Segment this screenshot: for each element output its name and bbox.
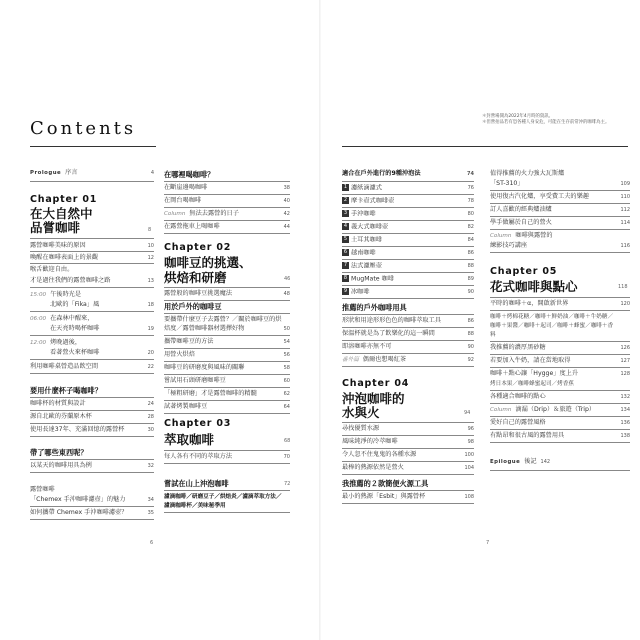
- divider: [30, 506, 154, 507]
- divider: [164, 181, 290, 182]
- divider: [342, 233, 474, 234]
- divider: [164, 512, 290, 513]
- chapter-2-label: Chapter 02: [164, 242, 232, 253]
- divider: [30, 181, 154, 182]
- chapter-1-label: Chapter 01: [30, 194, 98, 205]
- chapter-5-page: 118: [618, 284, 628, 290]
- divider: [342, 422, 474, 423]
- divider: [490, 367, 630, 368]
- divider: [164, 348, 290, 349]
- divider: [30, 263, 154, 264]
- divider: [342, 503, 474, 504]
- epilogue-label: Epilogue: [490, 459, 521, 465]
- divider: [342, 207, 474, 208]
- section-heading-outdoor-gear: 推薦的戶外咖啡用具: [342, 303, 407, 312]
- method-list-line: 濾滴咖啡／研磨豆子／烘焙炎／濾滴萃取方法／: [164, 494, 282, 500]
- divider: [490, 297, 630, 298]
- divider: [490, 341, 630, 342]
- chapter-3-title: 萃取咖啡: [164, 432, 215, 447]
- left-page: Contents Prologue 序言 4 Chapter 01 在大自然中 品嘗咖啡 8 露營咖啡美味的原因 10 喚醒在咖啡表面上的景觀 12 喉舌歡迎自由。 才是過往我們的露營咖啡之路 13 15:00 午後時光是 北歐的「Fika」風 18 06:00 在森林中醒來， 在天亮時喝杯咖啡 19 12:00 烤晚過後， 看著營火來杯咖啡 20 利用咖啡桌營造品飲空間 22 要用什麼杯子喝咖啡？ 咖啡杯的材質與設計 24 源自北歐的芬蘭原木杯 28 使用長達37年、充滿回憶的露營杯 30 帶了哪些東西呢？ 以某天的咖啡用具為例 32 露營咖啡 「Chemex 手沖咖啡濾壺」的魅力 34 如何攜帶 Chemex 手沖咖啡濾壺？ 35 在哪裡喝咖啡？ 在斷崖邊喝咖啡 38 在岡台喝咖啡 40 Column 無法去露營的日子 42 在露營拖車上喝咖啡 44 Chapter 02 咖啡豆的挑選、 烘焙和研磨 46 露營般的咖啡豆挑選魔法 48 用於戶外的咖啡豆 要攜帶什麼豆子去露營？／關於咖啡豆的烘 焙度／露營咖啡器材選擇好物 50 攜帶咖啡豆的方法 54 用營火烘焙 56 咖啡豆的研磨度與風味的關聯 58 嘗試用石頭研磨咖啡豆 60 「極粗研磨」才是露營咖啡的精髓 62 試著烤製咖啡豆 64 Chapter 03 萃取咖啡 68 每人各有不同的萃取方法 70 嘗試在山上沖泡咖啡 72 濾滴咖啡／研磨豆子／烘焙炎／濾滴萃取方法／ 濾滴咖啡杯／美味秘季用 6: [30, 118, 291, 546]
- divider: [164, 450, 290, 451]
- divider: [164, 400, 290, 401]
- chapter-2-page: 46: [284, 276, 291, 282]
- divider: [342, 272, 474, 273]
- chapter-5-title: 花式咖啡與點心: [490, 279, 578, 294]
- divider: [30, 335, 154, 336]
- divider: [490, 310, 630, 311]
- prologue-text: 序言: [65, 169, 78, 176]
- divider: [490, 390, 630, 391]
- chapter-1-title-line1: 在大自然中: [30, 206, 93, 221]
- divider: [30, 238, 154, 239]
- divider: [342, 448, 474, 449]
- divider: [490, 252, 630, 253]
- divider: [164, 413, 290, 414]
- divider: [30, 287, 154, 288]
- epilogue-text: 後記: [524, 458, 537, 465]
- book-gutter: [319, 0, 321, 640]
- divider: [30, 459, 154, 460]
- divider: [30, 436, 154, 437]
- divider: [164, 220, 290, 221]
- divider: [490, 190, 630, 191]
- page-number: 142: [540, 459, 551, 465]
- divider: [490, 229, 630, 230]
- contents-title: Contents: [30, 118, 137, 139]
- divider: [490, 403, 630, 404]
- chapter-3-page: 68: [284, 438, 291, 444]
- chapter-4-title-line1: 沖泡咖啡的: [342, 391, 405, 406]
- section-heading-gear: 帶了哪些東西呢？: [30, 448, 88, 457]
- chapter-1-page: 8: [148, 227, 152, 233]
- divider: [342, 298, 474, 299]
- divider: [164, 207, 290, 208]
- divider: [342, 366, 474, 367]
- chapter-1-title-line2: 品嘗咖啡: [30, 220, 81, 235]
- right-page: ＊封營場開為2022年4月時的資訊。 ＊但營拍品若有恐各種人身安危，可能在生存前常沖的咖啡為主。 適合在戶外進行的9種沖泡法 74 1 濾紙滴濾式 76 2 摩卡壺式咖啡壺 78 3 手沖咖啡 80 4 義大式咖啡壺 82 5 土耳其咖啡 84 6 越南咖啡 86 7 法式濾壓壺 88 8 MugMate 咖啡 89 9 冰咖啡 90 推薦的戶外咖啡用具 形狀和用途形形色色的咖啡萃取工具 86 保溫杯就是為了飲樂化的這一瞬間 88 即溶咖啡亦無不可 90 番外篇 偶爾也想喝紅茶 92 Chapter 04 沖泡咖啡的 水與火 94 尋找優質水源 96 風味純淨的冷萃咖啡 98 令人忽不住鬼鬼的各種水源 100 最棒的熱源依然是營火 104 我推薦的２款簡便火源工具 最小的熱源「Esbit」與露營杯 108 值得推薦的火力強大瓦斯爐 「ST-310」 109 使用復古汽化爐，享受費工夫的樂趣 110 訂人喜歡的經典爐油爐 112 學手做屬於自己的營火 114 Column 咖啡與露營的 練影技巧講座 116 Chapter 05 花式咖啡與點心 118 平時的咖啡＋α，開啟新世界 120 咖啡＋烤棉花糖／咖啡＋鮮奶油／咖啡＋牛奶糖／ 咖啡＋果醬／咖啡＋起司／咖啡＋蜂蜜／咖啡＋香 料 我推薦的濃厚黑砂糖 126 若要加入牛奶，請在當地取得 127 咖啡＋點心讓「Hygge」度上升 128 烤日本果／咖啡蜂蜜起司／烤香蕉 各種適合咖啡的點心 132 Column 滴漏（Drip）＆旅遊（Trip） 134 愛好自己的露營風格 136 有點昂和很古風的露營用具 138 Epilogue 後記 142 7: [342, 114, 630, 546]
- chapter-5-label: Chapter 05: [490, 266, 558, 277]
- page-number: 4: [150, 170, 154, 176]
- divider: [342, 246, 474, 247]
- divider: [164, 287, 290, 288]
- divider: [164, 194, 290, 195]
- divider: [164, 387, 290, 388]
- divider: [342, 340, 474, 341]
- divider: [342, 490, 474, 491]
- page-number: 72: [284, 481, 291, 487]
- divider: [490, 416, 630, 417]
- left-page-number: 6: [150, 540, 154, 546]
- chapter-4-title-line2: 水與火: [342, 405, 380, 420]
- divider: [164, 463, 290, 464]
- divider: [30, 251, 154, 252]
- divider: [30, 359, 154, 360]
- title-rule: [342, 146, 628, 147]
- divider: [490, 216, 630, 217]
- divider: [164, 335, 290, 336]
- divider: [30, 410, 154, 411]
- divider: [342, 194, 474, 195]
- chapter-3-label: Chapter 03: [164, 418, 232, 429]
- divider: [164, 361, 290, 362]
- section-heading-beans: 用於戶外的咖啡豆: [164, 302, 222, 311]
- right-page-number: 7: [486, 540, 490, 546]
- divider: [490, 470, 630, 471]
- chapter-2-title-line1: 咖啡豆的挑選、: [164, 255, 252, 270]
- divider: [490, 429, 630, 430]
- divider: [342, 285, 474, 286]
- footnote: ＊但營拍品若有恐各種人身安危，可能在生存前常沖的咖啡為主。: [482, 120, 610, 125]
- section-heading-where: 在哪裡喝咖啡？: [164, 170, 215, 179]
- divider: [164, 313, 290, 314]
- divider: [164, 374, 290, 375]
- divider: [342, 314, 474, 315]
- chapter-4-label: Chapter 04: [342, 378, 410, 389]
- divider: [342, 474, 474, 475]
- footnote: ＊封營場開為2022年4月時的資訊。: [482, 114, 554, 119]
- divider: [342, 461, 474, 462]
- divider: [30, 397, 154, 398]
- divider: [490, 354, 630, 355]
- divider: [164, 300, 290, 301]
- divider: [342, 327, 474, 328]
- divider: [490, 203, 630, 204]
- divider: [30, 311, 154, 312]
- prologue-label: Prologue: [30, 170, 62, 176]
- title-rule: [30, 146, 156, 147]
- divider: [342, 181, 474, 182]
- divider: [342, 220, 474, 221]
- divider: [30, 472, 154, 473]
- method-list-line: 濾滴咖啡杯／美味秘季用: [164, 503, 226, 509]
- chapter-4-page: 94: [464, 410, 471, 416]
- divider: [164, 490, 290, 491]
- chapter-2-title-line2: 烘焙和研磨: [164, 270, 227, 285]
- section-heading-mountain: 嘗試在山上沖泡咖啡: [164, 479, 229, 488]
- divider: [30, 519, 154, 520]
- section-heading-heat-source: 我推薦的２款簡便火源工具: [342, 479, 429, 488]
- divider: [490, 442, 630, 443]
- divider: [164, 233, 290, 234]
- divider: [342, 353, 474, 354]
- divider: [342, 259, 474, 260]
- divider: [342, 435, 474, 436]
- divider: [30, 373, 154, 374]
- divider: [30, 423, 154, 424]
- section-heading-cups: 要用什麼杯子喝咖啡？: [30, 386, 102, 395]
